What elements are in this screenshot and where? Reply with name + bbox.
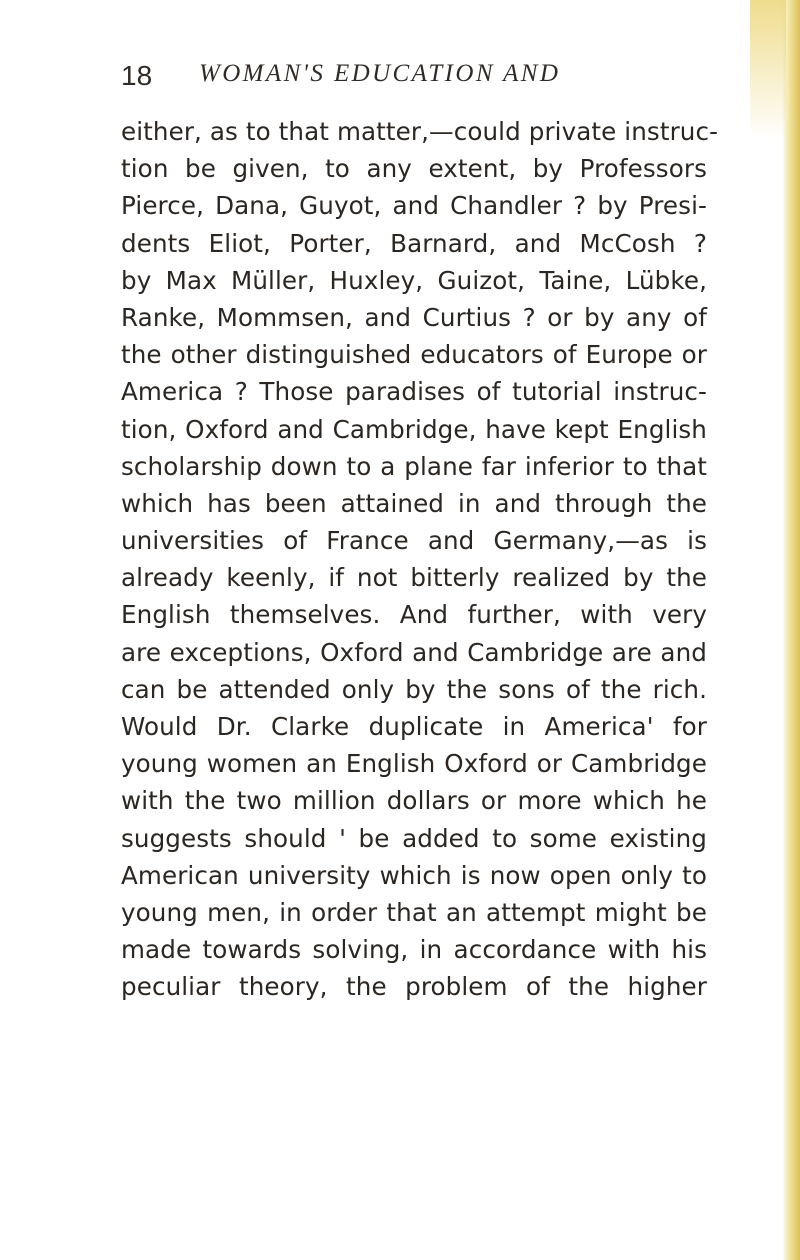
text-line: are exceptions, Oxford and Cambridge are and xyxy=(121,637,707,667)
text-line: by Max Müller, Huxley, Guizot, Taine, Lübke, xyxy=(121,265,707,295)
text-line: universities of France and Germany,—as is xyxy=(121,526,707,556)
text-line: the other distinguished educators of Europe or xyxy=(121,340,707,370)
text-line: tion, Oxford and Cambridge, have kept English xyxy=(121,414,707,444)
page-number: 18 xyxy=(121,60,153,91)
text-line: suggests should ' be added to some existing xyxy=(121,823,707,853)
text-line: American university which is now open only to xyxy=(121,860,707,890)
text-line: America ? Those paradises of tutorial instruc- xyxy=(121,377,707,407)
text-line: can be attended only by the sons of the rich. xyxy=(121,674,707,704)
text-line: Would Dr. Clarke duplicate in America' for xyxy=(121,712,707,741)
page-edge xyxy=(782,0,800,1260)
text-line: English themselves. And further, with very xyxy=(121,600,707,630)
page-header xyxy=(121,60,681,100)
text-line: already keenly, if not bitterly realized by the xyxy=(121,563,707,593)
running-head: WOMAN'S EDUCATION AND xyxy=(199,60,561,87)
text-line: Ranke, Mommsen, and Curtius ? or by any of xyxy=(121,302,707,332)
text-line: with the two million dollars or more which he xyxy=(121,786,707,816)
text-line: Pierce, Dana, Guyot, and Chandler ? by Presi- xyxy=(121,191,707,221)
text-line: scholarship down to a plane far inferior to that xyxy=(121,451,707,481)
text-line: either, as to that matter,—could private instruc- xyxy=(121,117,719,146)
body-text xyxy=(121,113,719,1006)
text-line: dents Eliot, Porter, Barnard, and McCosh ? xyxy=(121,228,707,258)
page-edge-fold xyxy=(750,0,786,140)
text-line: peculiar theory, the problem of the higher xyxy=(121,972,707,1002)
text-line: tion be given, to any extent, by Professors xyxy=(121,154,707,184)
text-line: which has been attained in and through the xyxy=(121,488,707,518)
text-line: young women an English Oxford or Cambridge xyxy=(121,749,707,779)
text-line: young men, in order that an attempt might be xyxy=(121,897,707,927)
text-line: made towards solving, in accordance with his xyxy=(121,935,707,965)
